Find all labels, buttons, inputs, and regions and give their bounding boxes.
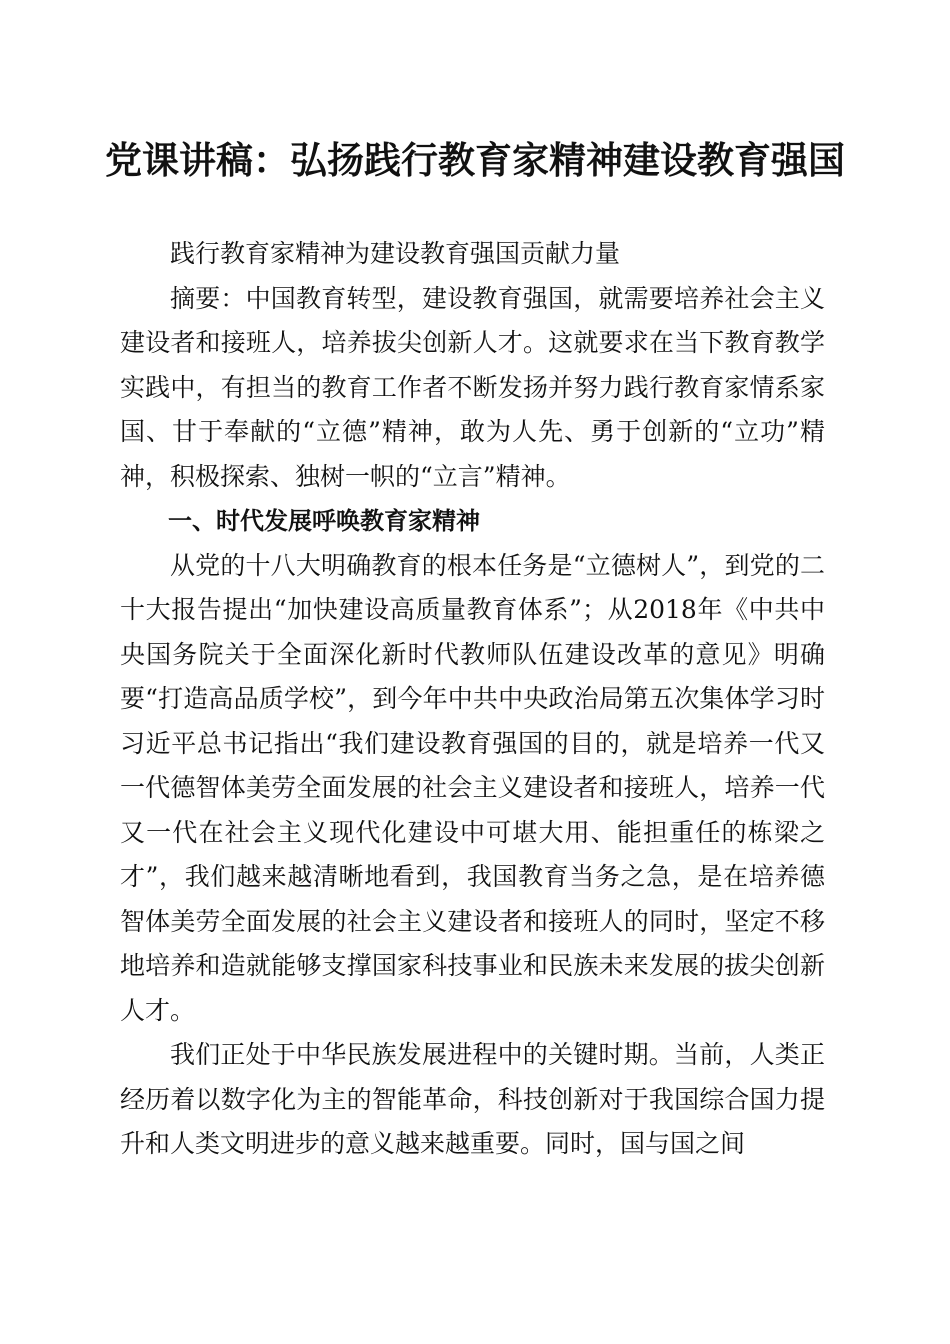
- document-body: [120, 232, 825, 1167]
- document-subtitle: 践行教育家精神为建设教育强国贡献力量: [170, 239, 621, 268]
- abstract-paragraph: 摘要：中国教育转型，建设教育强国，就需要培养社会主义建设者和接班人，培养拔尖创新人才。这就要求在当下教育教学实践中，有担当的教育工作者不断发扬并努力践行教育家情系家国、甘于奉献的“立德”精神，敢为人先、勇于创新的“立功”精神，积极探索、独树一帜的“立言”精神。: [120, 283, 825, 491]
- body-paragraph-2: 我们正处于中华民族发展进程中的关键时期。当前，人类正经历着以数字化为主的智能革命，科技创新对于我国综合国力提升和人类文明进步的意义越来越重要。同时，国与国之间: [120, 1040, 825, 1158]
- document-title: 党课讲稿：弘扬践行教育家精神建设教育强国: [105, 138, 845, 182]
- section-heading: 一、时代发展呼唤教育家精神: [168, 507, 480, 535]
- body-paragraph-1: 从党的十八大明确教育的根本任务是“立德树人”，到党的二十大报告提出“加快建设高质量教育体系”；从2018年《中共中央国务院关于全面深化新时代教师队伍建设改革的意见》明确要“打造高品质学校”，到今年中共中央政治局第五次集体学习时习近平总书记指出“我们建设教育强国的目的，就是培养一代又一代德智体美劳全面发展的社会主义建设者和接班人，培养一代又一代在社会主义现代化建设中可堪大用、能担重任的栋梁之才”，我们越来越清晰地看到，我国教育当务之急，是在培养德智体美劳全面发展的社会主义建设者和接班人的同时，坚定不移地培养和造就能够支撑国家科技事业和民族未来发展的拔尖创新人才。: [120, 550, 825, 1025]
